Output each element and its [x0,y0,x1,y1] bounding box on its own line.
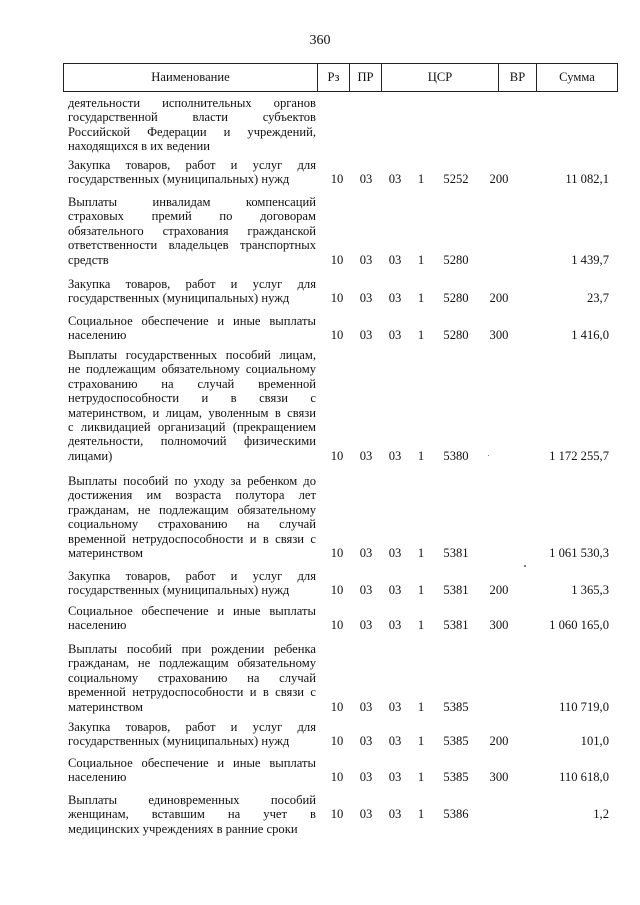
description-line: социальному страхованию на случай [68,670,316,685]
description-line: Закупка товаров, работ и услуг для [68,720,316,734]
header-name: Наименование [151,70,230,84]
description-line: находящихся в их ведении [68,139,210,154]
code-csr1: 03 [388,328,402,343]
row-amount: 23,7 [586,291,609,306]
description-line: Российской Федерации и учреждений, [68,124,316,139]
code-vr: 300 [489,770,509,785]
description-line: государственных (муниципальных) нужд [68,734,290,749]
header-csr: ЦСР [427,70,453,84]
code-pr: 03 [359,328,373,343]
row-description [68,756,316,785]
row-amount: 1,2 [593,807,609,822]
code-csr3: 5386 [443,807,469,822]
description-line: Социальное обеспечение и иные выплаты [68,314,316,328]
code-pr: 03 [359,770,373,785]
description-line: населению [68,770,127,785]
description-line: материнством [68,546,143,561]
description-line: материнством [68,699,143,714]
row-description [68,474,316,560]
row-amount: 1 061 530,3 [549,546,609,560]
description-line: социальному страхованию на случай [68,517,316,532]
description-line: Социальное обеспечение и иные выплаты [68,604,316,618]
row-amount: 1 365,3 [571,583,609,598]
row-description [68,569,316,598]
code-vr: 300 [489,328,509,343]
description-line: с ликвидацией организаций (прекращением [68,420,316,435]
header-sum: Сумма [559,70,595,84]
description-line: обязательного страхования гражданской [68,223,316,238]
row-description [68,793,316,836]
description-line: не подлежащим обязательному социальному [68,362,316,377]
row-description [68,642,316,714]
code-csr1: 03 [388,734,402,749]
row-description [68,348,316,463]
code-csr1: 03 [388,252,402,267]
description-line: Выплаты инвалидам компенсаций [68,195,316,209]
code-csr1: 03 [388,583,402,598]
code-rz: 10 [330,618,344,633]
code-csr3: 5381 [443,546,469,560]
code-rz: 10 [330,252,344,267]
description-line: лицами) [68,448,113,463]
code-csr1: 03 [388,172,402,187]
description-line: страховых премий по договорам [68,209,316,224]
page-number: 360 [309,33,331,48]
code-rz: 10 [330,734,344,749]
code-csr1: 03 [388,618,402,633]
description-line: страхованию на случай временной [68,376,316,391]
description-line: временной нетрудоспособности и в связи с [68,685,316,700]
description-line: средств [68,252,109,267]
code-csr3: 5385 [443,699,469,714]
row-amount: 101,0 [580,734,609,749]
code-csr2: 1 [417,770,425,785]
code-vr: 200 [489,172,509,187]
code-csr2: 1 [417,699,425,714]
description-line: населению [68,328,127,343]
code-rz: 10 [330,699,344,714]
description-line: государственных (муниципальных) нужд [68,291,290,306]
code-pr: 03 [359,291,373,306]
code-pr: 03 [359,618,373,633]
description-line: населению [68,618,127,633]
description-line: Социальное обеспечение и иные выплаты [68,756,316,770]
code-rz: 10 [330,807,344,822]
description-line: государственных (муниципальных) нужд [68,172,290,187]
code-csr1: 03 [388,291,402,306]
header-pr: ПР [357,70,374,84]
description-line: деятельности, полномочий физическими [68,434,316,449]
code-csr2: 1 [417,448,425,463]
header-vr: ВР [509,70,526,84]
row-amount: 110 719,0 [559,699,609,714]
description-line: Закупка товаров, работ и услуг для [68,277,316,291]
code-vr: 200 [489,291,509,306]
code-pr: 03 [359,807,373,822]
code-csr2: 1 [417,291,425,306]
code-csr2: 1 [417,546,425,560]
code-rz: 10 [330,172,344,187]
row-description [68,277,316,306]
description-line: Выплаты пособий по уходу за ребенком до [68,474,316,488]
code-rz: 10 [330,448,344,463]
code-rz: 10 [330,583,344,598]
description-line: материнством, и лицам, уволенным в связи [68,405,316,420]
code-csr1: 03 [388,546,402,560]
code-rz: 10 [330,291,344,306]
code-pr: 03 [359,734,373,749]
row-amount: 1 416,0 [571,328,609,343]
description-line: Закупка товаров, работ и услуг для [68,158,316,172]
code-csr2: 1 [417,172,425,187]
row-amount: 1 172 255,7 [549,448,609,463]
code-pr: 03 [359,546,373,560]
description-line: Выплаты государственных пособий лицам, [68,348,316,362]
code-csr3: 5385 [443,770,469,785]
code-csr2: 1 [417,583,425,598]
code-rz: 10 [330,328,344,343]
code-csr3: 5385 [443,734,469,749]
row-description [68,314,316,343]
code-csr3: 5280 [443,291,469,306]
description-line: гражданам, не подлежащим обязательному [68,656,316,671]
row-amount: 11 082,1 [565,172,609,187]
row-amount: 1 060 165,0 [549,618,609,633]
row-description [68,195,316,267]
code-csr2: 1 [417,252,425,267]
code-vr: 300 [489,618,509,633]
scan-speck [524,565,526,567]
description-line: медицинских учреждениях в ранние сроки [68,821,298,836]
description-line: женщинам, вставшим на учет в [68,807,316,822]
description-line: нетрудоспособности и в связи с [68,391,316,406]
row-description [68,720,316,749]
code-csr1: 03 [388,448,402,463]
description-line: деятельности исполнительных органов [68,96,316,110]
description-line: Закупка товаров, работ и услуг для [68,569,316,583]
code-csr2: 1 [417,618,425,633]
code-csr2: 1 [417,807,425,822]
code-csr3: 5280 [443,252,469,267]
code-csr1: 03 [388,807,402,822]
description-line: достижения им возраста полутора лет [68,488,316,503]
code-csr3: 5380 [443,448,469,463]
row-description [68,96,316,154]
description-line: государственной власти субъектов [68,110,316,125]
code-vr: 200 [489,734,509,749]
row-description [68,604,316,633]
code-vr: 200 [489,583,509,598]
row-description [68,158,316,187]
code-csr1: 03 [388,699,402,714]
code-pr: 03 [359,583,373,598]
code-pr: 03 [359,448,373,463]
description-line: гражданам, не подлежащим обязательному [68,502,316,517]
code-csr2: 1 [417,734,425,749]
code-csr2: 1 [417,328,425,343]
scan-speck [488,455,489,456]
code-rz: 10 [330,770,344,785]
code-csr1: 03 [388,770,402,785]
description-line: государственных (муниципальных) нужд [68,583,290,598]
description-line: временной нетрудоспособности и в связи с [68,531,316,546]
code-rz: 10 [330,546,344,560]
header-rz: Рз [327,70,340,84]
code-pr: 03 [359,699,373,714]
description-line: ответственности владельцев транспортных [68,238,316,253]
code-pr: 03 [359,252,373,267]
code-csr3: 5252 [443,172,469,187]
description-line: Выплаты пособий при рождении ребенка [68,642,316,656]
description-line: Выплаты единовременных пособий [68,793,316,807]
code-csr3: 5381 [443,618,469,633]
code-pr: 03 [359,172,373,187]
code-csr3: 5280 [443,328,469,343]
code-csr3: 5381 [443,583,469,598]
row-amount: 110 618,0 [559,770,609,785]
row-amount: 1 439,7 [571,252,609,267]
